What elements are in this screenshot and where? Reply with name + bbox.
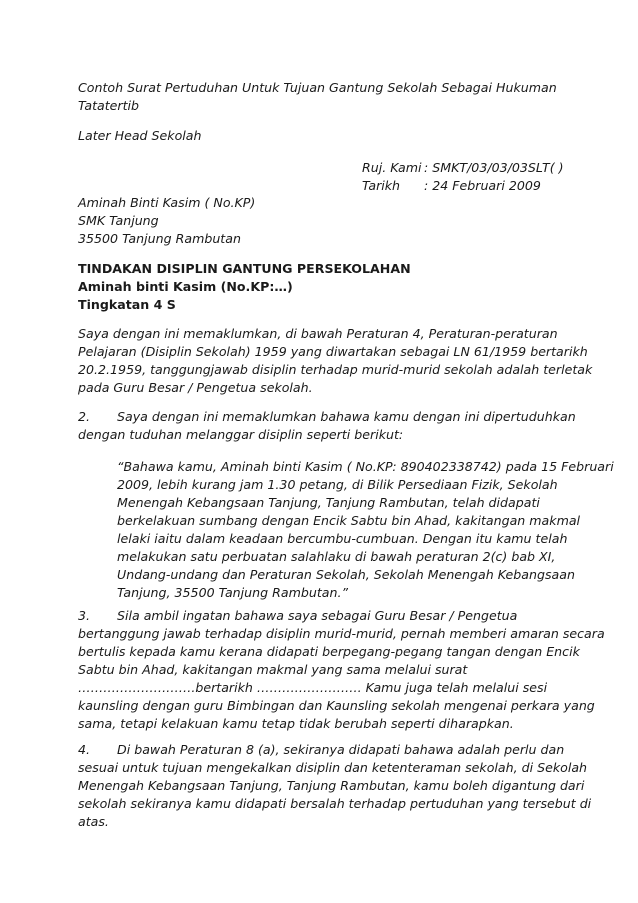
document-heading	[78, 79, 568, 115]
reference-tarikh	[362, 177, 541, 195]
subject-line-1: TINDAKAN DISIPLIN GANTUNG PERSEKOLAHAN	[78, 261, 411, 276]
paragraph-1-line: pada Guru Besar / Pengetua sekolah.	[78, 380, 313, 395]
paragraph-2-text: Saya dengan ini memaklumkan bahawa kamu dengan ini dipertuduhkan	[117, 409, 576, 424]
paragraph-1-line: Saya dengan ini memaklumkan, di bawah Peraturan 4, Peraturan-peraturan	[78, 326, 558, 341]
recipient-name: Aminah Binti Kasim ( No.KP)	[78, 195, 256, 210]
paragraph-2-line	[78, 408, 576, 426]
reference-ruj	[362, 159, 564, 177]
paragraph-1-line: Pelajaran (Disiplin Sekolah) 1959 yang diwartakan sebagai LN 61/1959 bertarikh	[78, 344, 588, 359]
paragraph-2-line: dengan tuduhan melanggar disiplin seperti berikut:	[78, 427, 404, 442]
paragraph-4-line	[78, 741, 568, 759]
quote-line: Tanjung, 35500 Tanjung Rambutan.”	[117, 585, 349, 600]
paragraph-1-line: 20.2.1959, tanggungjawab disiplin terhadap murid-murid sekolah adalah terletak	[78, 362, 593, 377]
paragraph-3-line: bertanggung jawab terhadap disiplin murid-murid, pernah memberi amaran secara	[78, 626, 605, 641]
quote-line: 2009, lebih kurang jam 1.30 petang, di Bilik Persediaan Fizik, Sekolah	[117, 477, 558, 492]
ruj-value: : SMKT/03/03/03SLT( )	[424, 160, 564, 175]
paragraph-3-text: Sila ambil ingatan bahawa saya sebagai Guru Besar / Pengetua	[117, 608, 518, 623]
paragraph-4-line: sekolah sekiranya kamu didapati bersalah terhadap pertuduhan yang tersebut di	[78, 796, 592, 811]
paragraph-2-number: 2.	[78, 409, 91, 424]
paragraph-4-line: sesuai untuk tujuan mengekalkan disiplin dan ketenteraman sekolah, di Sekolah	[78, 760, 588, 775]
quote-line: Undang-undang dan Peraturan Sekolah, Sekolah Menengah Kebangsaan	[117, 567, 575, 582]
ruj-label: Ruj. Kami	[362, 160, 422, 175]
paragraph-3-line: ……………………….bertarikh ……………………. Kamu juga telah melalui sesi	[78, 680, 548, 695]
subject-line-3: Tingkatan 4 S	[78, 297, 176, 312]
subject-line-2: Aminah binti Kasim (No.KP:…)	[78, 279, 293, 294]
quote-line: lelaki iaitu dalam keadaan bercumbu-cumbuan. Dengan itu kamu telah	[117, 531, 568, 546]
recipient-address	[78, 194, 568, 248]
recipient-school: SMK Tanjung	[78, 213, 159, 228]
paragraph-4-text: Di bawah Peraturan 8 (a), sekiranya didapati bahawa adalah perlu dan	[117, 742, 565, 757]
quote-line: berkelakuan sumbang dengan Encik Sabtu bin Ahad, kakitangan makmal	[117, 513, 581, 528]
paragraph-3-line: Sabtu bin Ahad, kakitangan makmal yang sama melalui surat	[78, 662, 468, 677]
paragraph-3-line: sama, tetapi kelakuan kamu tetap tidak berubah seperti diharapkan.	[78, 716, 514, 731]
paragraph-4-number: 4.	[78, 742, 91, 757]
paragraph-1	[78, 325, 593, 397]
quote-line: Menengah Kebangsaan Tanjung, Tanjung Rambutan, telah didapati	[117, 495, 540, 510]
subject-block	[78, 260, 568, 314]
tarikh-label: Tarikh	[362, 178, 401, 193]
tarikh-value: : 24 Februari 2009	[424, 178, 541, 193]
heading-line-1: Contoh Surat Pertuduhan Untuk Tujuan Gantung Sekolah Sebagai Hukuman	[78, 80, 557, 95]
paragraph-4	[78, 741, 592, 831]
paragraph-3-line: bertulis kepada kamu kerana didapati berpegang-pegang tangan dengan Encik	[78, 644, 580, 659]
quote-line: “Bahawa kamu, Aminah binti Kasim ( No.KP: 890402338742) pada 15 Februari	[117, 459, 614, 474]
charge-quote	[117, 458, 614, 602]
recipient-postal: 35500 Tanjung Rambutan	[78, 231, 241, 246]
quote-line: melakukan satu perbuatan salahlaku di bawah peraturan 2(c) bab XI,	[117, 549, 556, 564]
paragraph-3	[78, 607, 605, 733]
paragraph-2	[78, 408, 576, 444]
paragraph-3-number: 3.	[78, 608, 91, 623]
heading-line-2: Tatatertib	[78, 98, 140, 113]
paragraph-3-line: kaunsling dengan guru Bimbingan dan Kaunsling sekolah mengenai perkara yang	[78, 698, 595, 713]
paragraph-4-line: Menengah Kebangsaan Tanjung, Tanjung Rambutan, kamu boleh digantung dari	[78, 778, 585, 793]
paragraph-4-line: atas.	[78, 814, 109, 829]
letterhead: Later Head Sekolah	[78, 128, 202, 143]
paragraph-3-line	[78, 607, 568, 625]
